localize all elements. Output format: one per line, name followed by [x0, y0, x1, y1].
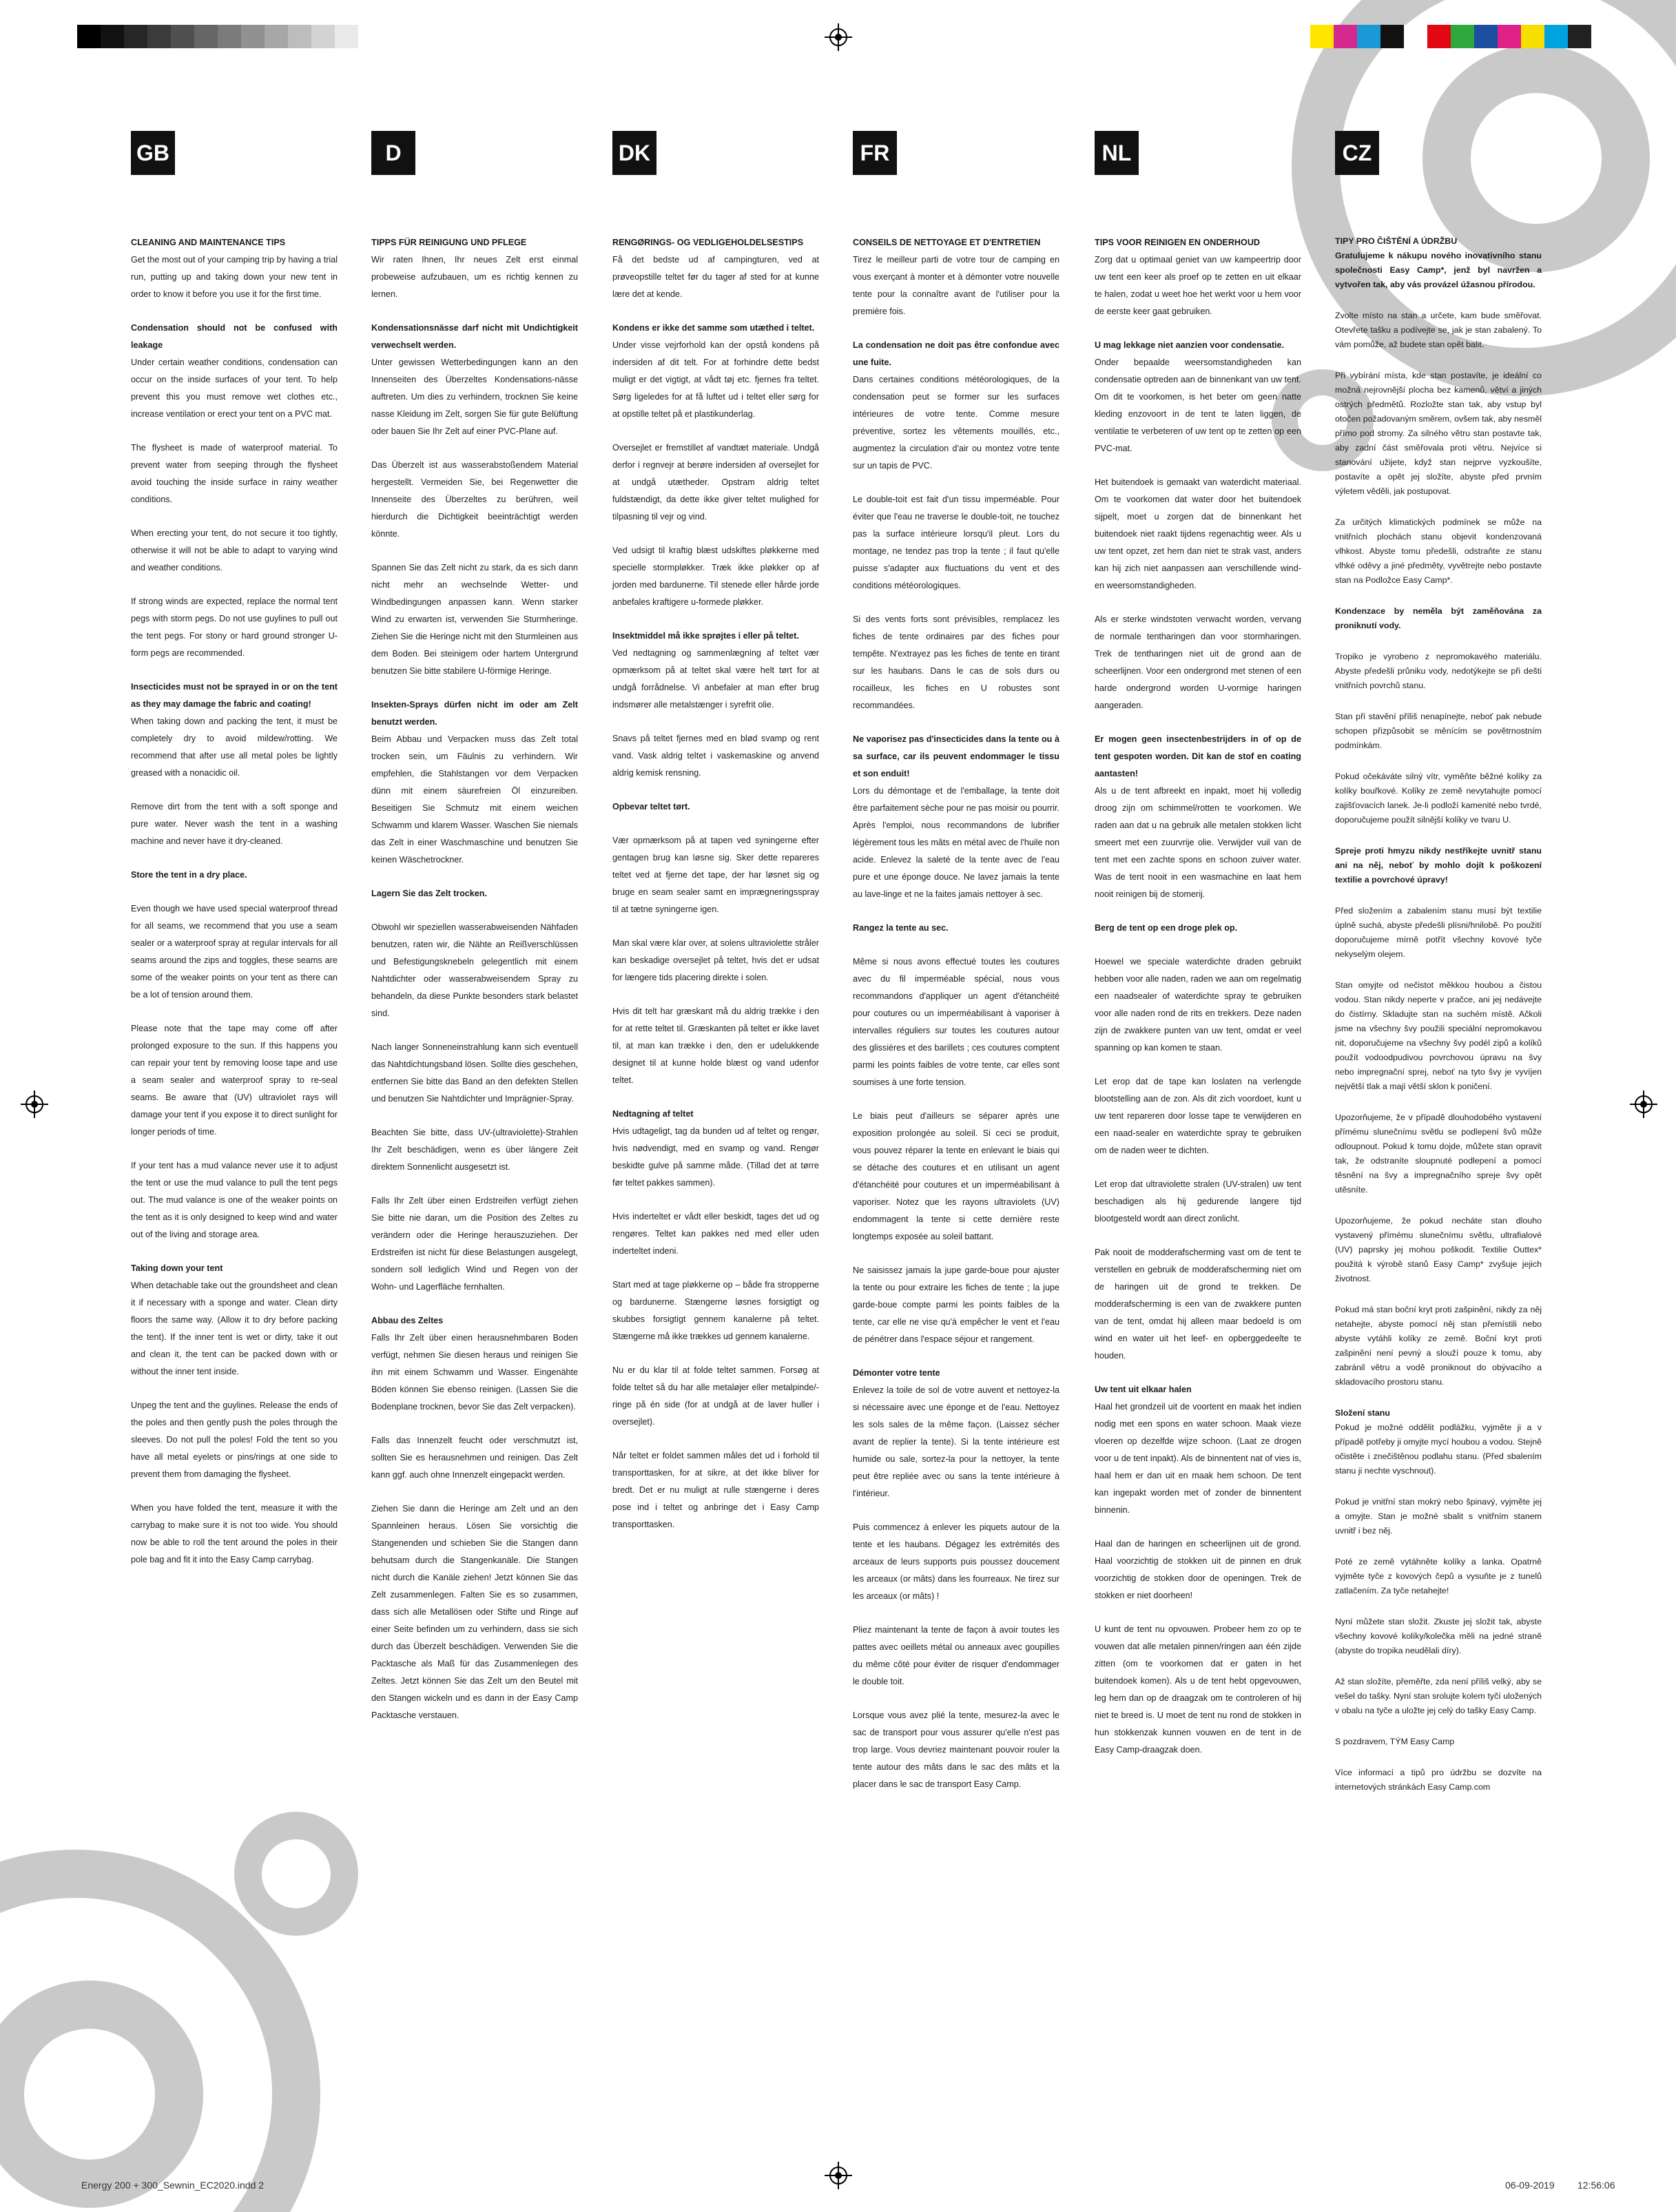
- body-paragraph: Tirez le meilleur parti de votre tour de camping en vous exerçant à monter et à démonter votre nouvelle tente pour la connaître avant de l'utiliser pour la première fois.: [853, 255, 1059, 316]
- registration-mark-bottom: [825, 2162, 852, 2189]
- color-swatch: [1310, 25, 1334, 48]
- column-gb: [131, 131, 338, 1585]
- body-paragraph: Wir raten Ihnen, Ihr neues Zelt erst einmal probeweise aufzubauen, um es richtig kennen zu lernen.: [371, 255, 578, 299]
- section-heading: RENGØRINGS- OG VEDLIGEHOLDELSESTIPS: [612, 238, 804, 247]
- body-paragraph: Obwohl wir speziellen wasserabweisenden Nähfaden benutzen, raten wir, die Nähte an Reißverschlüssen und Befestigungsknebeln gelegentlich mit einem Nahtdichter oder wasserabweisendem Spray zu behandeln, da diese Punkte besonders stark belastet sind.: [371, 922, 578, 1018]
- body-paragraph: Let erop dat de tape kan loslaten na verlengde blootstelling aan de zon. Als dit zich voordoet, kunt u uw tent repareren door losse tape te verwijderen en een naad-sealer en waterdichte spray te gebruiken om de naden weer te dichten.: [1095, 1077, 1301, 1155]
- grey-swatch: [194, 25, 218, 48]
- grey-swatch: [124, 25, 147, 48]
- body-paragraph: Hvis inderteltet er vådt eller beskidt, tages det ud og rengøres. Teltet kan pakkes ned med eller uden inderteltet indeni.: [612, 1212, 819, 1256]
- column-body: [1095, 234, 1301, 1759]
- body-paragraph: Ved nedtagning og sammenlægning af teltet vær opmærksom på at teltet skal være helt tørt for at undgå forrådnelse. Vi anbefaler at man efter brug indsmører alle metalstænger i syrefrit olie.: [612, 648, 819, 710]
- grey-swatch: [288, 25, 311, 48]
- body-paragraph: Get the most out of your camping trip by having a trial run, putting up and taking down your new tent in order to know it before you use it for the first time.: [131, 255, 338, 299]
- grey-swatch: [171, 25, 194, 48]
- body-paragraph: Under visse vejrforhold kan der opstå kondens på indersiden af dit telt. For at forhindre dette bedst muligt er det vigtigt, at vådt tøj etc. fjernes fra teltet. Sørg ligeledes for at få luftet ud i teltet eller sørg for at opstille teltet på et plastikunderlag.: [612, 340, 819, 419]
- body-paragraph: Das Überzelt ist aus wasserabstoßendem Material hergestellt. Vermeiden Sie, bei Regenwetter die Innenseite des Überzeltes zu berühren, weil hierdurch die Dichtigkeit beeinträchtigt werden könnte.: [371, 460, 578, 539]
- body-paragraph: Poté ze země vytáhněte kolíky a lanka. Opatrně vyjměte tyče z kovových čepů a vysuňte je z tunelů zatlačením. Za tyče netahejte!: [1335, 1557, 1542, 1595]
- body-paragraph: Få det bedste ud af campingturen, ved at prøveopstille teltet før du tager af sted for at kunne lære det at kende.: [612, 255, 819, 299]
- body-paragraph: Pak nooit de modderafscherming vast om de tent te verstellen en gebruik de modderafscherming niet om de haringen uit de grond te trekken. De modderafscherming is een van de zwakkere punten van de tent, omdat hij alleen maar bedoeld is om wind en water uit het leef- en opberggedeelte te houden.: [1095, 1248, 1301, 1361]
- body-paragraph: If strong winds are expected, replace the normal tent pegs with storm pegs. Do not use guylines to pull out the tent pegs. For stony or hard ground stronger U-form pegs are recommended.: [131, 597, 338, 658]
- language-badge: FR: [853, 131, 897, 175]
- body-paragraph: If your tent has a mud valance never use it to adjust the tent or use the mud valance to pull the tent pegs out. The mud valance is one of the weaker points on the tent as it is only designed to keep wind and water out of the living and storage area.: [131, 1161, 338, 1239]
- body-paragraph: When you have folded the tent, measure it with the carrybag to make sure it is not too wide. You should now be able to roll the tent around the poles in their pole bag and fit it into the Easy Camp carrybag.: [131, 1503, 338, 1564]
- grey-swatch: [311, 25, 335, 48]
- body-paragraph: U kunt de tent nu opvouwen. Probeer hem zo op te vouwen dat alle metalen pinnen/ringen aan één zijde zitten (om te voorkomen dat er gaten in het buitendoek komen). Als u de tent hebt opgevouwen, leg hem dan op de draagzak om te controleren of hij niet te breed is. U moet de tent nu rond de stokken in hun stokkenzak kunnen vouwen en de tent in de Easy Camp-draagzak doen.: [1095, 1624, 1301, 1755]
- grey-swatch: [101, 25, 124, 48]
- body-paragraph: Ne saisissez jamais la jupe garde-boue pour ajuster la tente ou pour extraire les fiches de tente ; la jupe garde-boue compte parmi les points faibles de la tente, car elle ne vise qu'à empêcher le vent et l'eau de pénétrer dans l'espace séjour et rangement.: [853, 1265, 1059, 1344]
- body-paragraph: Pokud je možné oddělit podlážku, vyjměte ji a v případě potřeby ji omyjte mycí houbou a vodou. Stejně očistěte i znečištěnou podlahu stanu. (Před sbalením stanu ji nechte vyschnout).: [1335, 1423, 1542, 1476]
- body-paragraph: Le double-toit est fait d'un tissu imperméable. Pour éviter que l'eau ne traverse le double-toit, ne touchez pas la surface intérieure lorsqu'il pleut. Lors du montage, ne tendez pas trop la tente ; il faut qu'elle puisse s'adapter aux fluctuations du vent et des conditions météorologiques.: [853, 495, 1059, 590]
- section-heading: TIPY PRO ČIŠTĚNÍ A ÚDRŽBU: [1335, 236, 1458, 246]
- column-cz: [1335, 131, 1542, 1811]
- section-heading: La condensation ne doit pas être confondue avec une fuite.: [853, 340, 1059, 367]
- body-paragraph: Až stan složíte, přeměřte, zda není příliš velký, aby se vešel do tašky. Nyní stan srolujte kolem tyčí uložených v obalu na tyče a uložte jej celý do tašky Easy Camp.: [1335, 1677, 1542, 1715]
- body-paragraph: Beim Abbau und Verpacken muss das Zelt total trocken sein, um Fäulnis zu verhindern. Wir empfehlen, die Stahlstangen vor dem Verpacken dünn mit einem säurefreien Öl einzureiben. Beseitigen Sie Schmutz mit einem weichen Schwamm und klarem Wasser. Waschen Sie niemals das Zelt in einer Waschmaschine und benutzen Sie keinen Wäschetrockner.: [371, 734, 578, 865]
- body-paragraph: Stan při stavění příliš nenapínejte, neboť pak nebude schopen přizpůsobit se měnícím se povětrnostním podmínkám.: [1335, 712, 1542, 750]
- grey-swatch: [218, 25, 241, 48]
- body-paragraph: Beachten Sie bitte, dass UV-(ultraviolette)-Strahlen Ihr Zelt beschädigen, wenn es über längere Zeit direktem Sonnenlicht ausgesetzt ist.: [371, 1128, 578, 1172]
- body-paragraph: Si des vents forts sont prévisibles, remplacez les fiches de tente ordinaires par des fiches pour tempête. N'extrayez pas les fiches de tente en tirant sur les haubans. Dans le cas de sols durs ou rocailleux, les fiches en U robustes sont recommandées.: [853, 614, 1059, 710]
- color-swatch: [1404, 25, 1427, 48]
- body-paragraph: Za určitých klimatických podmínek se může na vnitřních plochách stanu objevit kondenzovaná vlhkost. Abyste tomu předešli, odstraňte ze stanu vlhké oděvy a jiné předměty, vyvětrejte nebo postavte stan na Podložce Easy Camp*.: [1335, 517, 1542, 585]
- body-paragraph: Zvolte místo na stan a určete, kam bude směřovat. Otevřete tašku a podívejte se, jak je stan zabalený. To vám pomůže, až budete stan opět balit.: [1335, 311, 1542, 349]
- section-heading: Condensation should not be confused with leakage: [131, 323, 338, 350]
- body-paragraph: Please note that the tape may come off after prolonged exposure to the sun. If this happens you can repair your tent by removing loose tape and use a seam sealer and waterproof spray to re-seal seams. Be aware that (UV) ultraviolet rays will damage your tent if you expose it to direct sunlight for longer periods of time.: [131, 1024, 338, 1137]
- section-heading: Er mogen geen insectenbestrijders in of op de tent gespoten worden. Dit kan de stof en coating aantasten!: [1095, 734, 1301, 778]
- color-swatch: [1357, 25, 1380, 48]
- section-heading: Kondensationsnässe darf nicht mit Undichtigkeit verwechselt werden.: [371, 323, 578, 350]
- color-swatch: [1474, 25, 1498, 48]
- color-swatch: [1498, 25, 1521, 48]
- section-heading: Berg de tent op een droge plek op.: [1095, 923, 1238, 933]
- section-heading: TIPPS FÜR REINIGUNG UND PFLEGE: [371, 238, 527, 247]
- body-paragraph: Více informací a tipů pro údržbu se dozvíte na internetových stránkách Easy Camp.com: [1335, 1768, 1542, 1792]
- section-heading: U mag lekkage niet aanzien voor condensatie.: [1095, 340, 1285, 350]
- grey-swatch: [77, 25, 101, 48]
- section-heading: Gratulujeme k nákupu nového inovativního stanu společnosti Easy Camp*, jenž byl navržen a vytvořen tak, aby vás provázel úžasnou přírodou.: [1335, 251, 1542, 289]
- section-heading: Insecticides must not be sprayed in or on the tent as they may damage the fabric and coating!: [131, 682, 338, 709]
- color-swatch: [1451, 25, 1474, 48]
- column-dk: [612, 131, 819, 1550]
- grey-swatch: [335, 25, 358, 48]
- body-paragraph: Het buitendoek is gemaakt van waterdicht materiaal. Om te voorkomen dat water door het buitendoek sijpelt, moet u zorgen dat de binnenkant het buitendoek niet raakt tijdens regenachtig weer. Als u uw tent opzet, zet hem dan niet te strak vast, anders kan hij zich niet aanpassen aan verschillende wind- en weersomstandigheden.: [1095, 477, 1301, 590]
- body-paragraph: Even though we have used special waterproof thread for all seams, we recommend that you use a seam sealer or a waterproof spray at regular intervals for all seams around the zips and toggles, these seams are some of the weaker points on your tent as there can be a lot of tension around them.: [131, 904, 338, 1000]
- section-heading: CONSEILS DE NETTOYAGE ET D'ENTRETIEN: [853, 238, 1041, 247]
- grey-calibration-bar: [77, 25, 358, 48]
- body-paragraph: Vær opmærksom på at tapen ved syningerne efter gentagen brug kan løsne sig. Sker dette repareres teltet ved at fjerne det tape, der har løsnet sig og bruge en seam sealer samt en imprægneringsspray til at tætne syningerne igen.: [612, 836, 819, 914]
- body-paragraph: Pokud je vnitřní stan mokrý nebo špinavý, vyjměte jej a omyjte. Stan je možné sbalit s vnitřním stanem uvnitř i bez něj.: [1335, 1497, 1542, 1536]
- body-paragraph: Let erop dat ultraviolette stralen (UV-stralen) uw tent beschadigen als hij gedurende langere tijd blootgesteld wordt aan direct zonlicht.: [1095, 1179, 1301, 1223]
- body-paragraph: Remove dirt from the tent with a soft sponge and pure water. Never wash the tent in a washing machine and never have it dry-cleaned.: [131, 802, 338, 846]
- language-badge: NL: [1095, 131, 1139, 175]
- body-paragraph: Před složením a zabalením stanu musí být textilie úplně suchá, abyste předešli plísni/hnilobě. Po použití doporučujeme mírně potřít všechny kovové tyče nekyselým olejem.: [1335, 906, 1542, 959]
- body-paragraph: Haal het grondzeil uit de voortent en maak het indien nodig met een spons en water schoon. Maak vieze vloeren op dezelfde wijze schoon. (Laat ze drogen voor u de tent inpakt). Als de binnentent nat of vies is, haal hem er dan uit en maak hem schoon. De tent kan ingepakt worden met of zonder de binnentent binnenin.: [1095, 1402, 1301, 1515]
- body-paragraph: Onder bepaalde weersomstandigheden kan condensatie optreden aan de binnenkant van uw tent. Om dit te voorkomen, is het beter om geen natte kleding enzovoort in de tent te laten liggen, de ventilatie te verbeteren of uw tent op te zetten op een PVC-mat.: [1095, 358, 1301, 453]
- column-body: [853, 234, 1059, 1793]
- color-swatch: [1334, 25, 1357, 48]
- section-heading: Rangez la tente au sec.: [853, 923, 949, 933]
- section-heading: Opbevar teltet tørt.: [612, 802, 690, 812]
- column-body: [371, 234, 578, 1724]
- body-paragraph: Under certain weather conditions, condensation can occur on the inside surfaces of your tent. To help prevent this you must remove wet clothes etc., increase ventilation or erect your tent on a PVC mat.: [131, 358, 338, 419]
- body-paragraph: Le biais peut d'ailleurs se séparer après une exposition prolongée au soleil. Si ceci se produit, vous pouvez réparer la tente en enlevant le biais qui se détache des coutures et en utilisant un agent d'étanchéité pour coutures et un imperméabilisant à vaporiser. Notez que les rayons ultraviolets (UV) endommagent la tente si cette dernière reste longtemps exposée au soleil battant.: [853, 1111, 1059, 1241]
- section-heading: Kondens er ikke det samme som utæthed i teltet.: [612, 323, 815, 333]
- body-paragraph: Oversejlet er fremstillet af vandtæt materiale. Undgå derfor i regnvejr at berøre indersiden af oversejlet for at undgå utætheder. Opstram aldrig teltet fuldstændigt, da dette ikke giver teltet mulighed for tilpasning til vejr og vind.: [612, 443, 819, 521]
- section-heading: TIPS VOOR REINIGEN EN ONDERHOUD: [1095, 238, 1261, 247]
- column-body: [131, 234, 338, 1569]
- body-paragraph: Unter gewissen Wetterbedingungen kann an den Innenseiten des Überzeltes Kondensations-nässe auftreten. Um dies zu verhindern, trocknen Sie keine nasse Kleidung im Zelt, sorgen Sie für gute Belüftung oder bauen Sie Ihr Zelt auf einer PVC-Plane auf.: [371, 358, 578, 436]
- body-paragraph: The flysheet is made of waterproof material. To prevent water from seeping through the flysheet avoid touching the inside surface in rainy weather conditions.: [131, 443, 338, 504]
- body-paragraph: Lorsque vous avez plié la tente, mesurez-la avec le sac de transport pour vous assurer qu'elle n'est pas trop large. Vous devriez maintenant pouvoir rouler la tente autour des mâts dans le sac des mâts et la placer dans le sac de transport Easy Camp.: [853, 1710, 1059, 1789]
- grey-swatch: [265, 25, 288, 48]
- body-paragraph: S pozdravem, TÝM Easy Camp: [1335, 1737, 1455, 1746]
- footer-date: 06-09-2019: [1505, 2180, 1555, 2191]
- body-paragraph: Nyní můžete stan složit. Zkuste jej složit tak, abyste všechny kovové kolíky/kolečka měli na jedné straně (abyste do tropika neudělali díry).: [1335, 1617, 1542, 1655]
- body-paragraph: Als u de tent afbreekt en inpakt, moet hij volledig droog zijn om schimmel/rotten te voorkomen. We raden aan dat u na gebruik alle metalen stokken licht smeert met een zuurvrije olie. Verwijder vuil van de tent met een zachte spons en schoon zuiver water. Was de tent nooit in een wasmachine en laat hem nooit reinigen bij de stomerij.: [1095, 786, 1301, 899]
- body-paragraph: Lors du démontage et de l'emballage, la tente doit être parfaitement sèche pour ne pas moisir ou pourrir. Après l'emploi, nous recommandons de lubrifier légèrement tous les mâts en métal avec de l'huile non acide. Enlevez la saleté de la tente avec de l'eau pure et une éponge douce. Ne lavez jamais la tente au lave-linge et ne la faites jamais nettoyer à sec.: [853, 786, 1059, 899]
- body-paragraph: Stan omyjte od nečistot měkkou houbou a čistou vodou. Stan nikdy neperte v pračce, ani jej nedávejte do čistírny. Skladujte stan na suchém místě. Ačkoli jsme na všechny švy použili speciální nepromokavou nit, doporučujeme na všechny švy podél zipů a kolíků použít vodoodpudivou povrchovou úpravu na švy nebo impregnační sprej, neboť na tyto švy je vyvíjen největší tlak a mají větší sklon k poničení.: [1335, 980, 1542, 1091]
- section-heading: Abbau des Zeltes: [371, 1316, 444, 1325]
- body-paragraph: Tropiko je vyrobeno z nepromokavého materiálu. Abyste předešli průniku vody, nedotýkejte se při dešti vnitřních povrchů stanu.: [1335, 652, 1542, 690]
- language-columns: [0, 131, 1676, 2129]
- column-nl: [1095, 131, 1301, 1775]
- color-swatch: [1380, 25, 1404, 48]
- section-heading: Uw tent uit elkaar halen: [1095, 1385, 1192, 1394]
- color-swatch: [1427, 25, 1451, 48]
- column-fr: [853, 131, 1059, 1810]
- color-swatch: [1521, 25, 1544, 48]
- body-paragraph: Upozorňujeme, že pokud necháte stan dlouho vystavený přímému slunečnímu světlu, ultrafialové (UV) paprsky jej mohou poškodit. Textilie Outtex* použitá k výrobě stanů Easy Camp* zvyšuje jejich životnost.: [1335, 1216, 1542, 1283]
- body-paragraph: Spannen Sie das Zelt nicht zu stark, da es sich dann nicht mehr an wechselnde Wetter- und Windbedingungen anpassen kann. Wenn starker Wind zu erwarten ist, verwenden Sie Sturmheringe. Ziehen Sie die Heringe nicht mit den Sturmleinen aus dem Boden. Bei steinigem oder hartem Untergrund benutzen Sie bitte stabilere U-förmige Heringe.: [371, 563, 578, 676]
- section-heading: Kondenzace by neměla být zaměňována za proniknutí vody.: [1335, 606, 1542, 630]
- body-paragraph: Start med at tage pløkkerne op – både fra stropperne og bardunerne. Stængerne løsnes forsigtigt og skubbes forsigtigt gennem kanalerne på teltet. Stængerne må ikke trækkes ud gennem kanalerne.: [612, 1280, 819, 1341]
- body-paragraph: Nu er du klar til at folde teltet sammen. Forsøg at folde teltet så du har alle metaløjer eller metalpinde/-ringe på én side (for at undgå at de laver huller i oversejlet).: [612, 1365, 819, 1427]
- section-heading: Store the tent in a dry place.: [131, 870, 247, 880]
- column-d: [371, 131, 578, 1741]
- body-paragraph: Når teltet er foldet sammen måles det ud i forhold til transporttasken, for at sikre, at det ikke bliver for bredt. Det er nu muligt at rulle stængerne i deres pose ind i teltet og anbringe det i Easy Camp transporttasken.: [612, 1451, 819, 1529]
- body-paragraph: Dans certaines conditions météorologiques, de la condensation peut se former sur les surfaces intérieures de votre tente. Comme mesure préventive, sortez les vêtements mouillés, etc., augmentez la circulation d'air ou montez votre tente sur un tapis de PVC.: [853, 375, 1059, 471]
- section-heading: Spreje proti hmyzu nikdy nestříkejte uvnitř stanu ani na něj, neboť by mohlo dojít k poškození textilie a povrchové úpravy!: [1335, 846, 1542, 885]
- body-paragraph: Pliez maintenant la tente de façon à avoir toutes les pattes avec oeillets métal ou anneaux avec goupilles du même côté pour éviter de risquer d'endommager le double toit.: [853, 1625, 1059, 1686]
- section-heading: Nedtagning af teltet: [612, 1109, 694, 1119]
- footer-time: 12:56:06: [1577, 2180, 1615, 2191]
- body-paragraph: Zorg dat u optimaal geniet van uw kampeertrip door uw tent een keer als proef op te zetten en uit elkaar te halen, zodat u weet hoe het werkt voor u hem voor de eerste keer gaat gebruiken.: [1095, 255, 1301, 316]
- section-heading: CLEANING AND MAINTENANCE TIPS: [131, 238, 286, 247]
- section-heading: Lagern Sie das Zelt trocken.: [371, 889, 487, 898]
- color-swatch: [1568, 25, 1591, 48]
- body-paragraph: Falls das Innenzelt feucht oder verschmutzt ist, sollten Sie es herausnehmen und reinigen. Das Zelt kann ggf. auch ohne Innenzelt eingepackt werden.: [371, 1436, 578, 1480]
- body-paragraph: Falls Ihr Zelt über einen herausnehmbaren Boden verfügt, nehmen Sie diesen heraus und reinigen Sie ihn mit einem Schwamm und Wasser. Eingenähte Böden können Sie ebenso reinigen. (Lassen Sie die Bodenplane trocknen, bevor Sie das Zelt verpacken).: [371, 1333, 578, 1412]
- body-paragraph: Hoewel we speciale waterdichte draden gebruikt hebben voor alle naden, raden we aan om regelmatig een naadsealer of waterdichte spray te gebruiken voor alle naden rond de rits en trekkers. Deze naden zijn de zwakkere punten van uw tent, omdat er veel spanning op kan komen te staan.: [1095, 957, 1301, 1053]
- language-badge: D: [371, 131, 415, 175]
- section-heading: Složení stanu: [1335, 1408, 1390, 1418]
- body-paragraph: Pokud očekáváte silný vítr, vyměňte běžné kolíky za kolíky bouřkové. Kolíky ze země nevytahujte pomocí zajišťovacích lanek. Je-li podloží kamenité nebo tvrdé, doporučujeme použít silnější kolíky ve tvaru U.: [1335, 772, 1542, 825]
- registration-mark-top: [825, 23, 852, 51]
- body-paragraph: Pokud má stan boční kryt proti zašpinění, nikdy za něj netahejte, abyste pomocí něj stan přemístili nebo abyste vytáhli kolíky ze země. Boční kryt proti zašpinění není pevný a slouží pouze k tomu, aby zabránil větru a vodě proniknout do obývacího a skladovacího prostoru stanu.: [1335, 1305, 1542, 1387]
- section-heading: Insekten-Sprays dürfen nicht im oder am Zelt benutzt werden.: [371, 700, 578, 727]
- body-paragraph: Ziehen Sie dann die Heringe am Zelt und an den Spannleinen heraus. Lösen Sie vorsichtig die Stangenenden und schieben Sie die Stangen dann behutsam durch die Stangenkanäle. Die Stangen nicht durch die Kanäle ziehen! Jetzt können Sie das Zelt zusammenlegen. Falten Sie es so zusammen, dass sich alle Metallösen oder Stifte und Ringe auf einer Seite befinden um zu verhindern, dass sie sich durch das Überzelt beschädigen. Verwenden Sie die Packtasche als Maß für das Zusammenlegen des Zeltes. Jetzt können Sie das Zelt um den Beutel mit den Stangen wickeln und es dann in der Easy Camp Packtasche verstauen.: [371, 1504, 578, 1720]
- color-calibration-bar: [1310, 25, 1591, 48]
- language-badge: CZ: [1335, 131, 1379, 175]
- column-body: [612, 234, 819, 1533]
- footer-file-name: Energy 200 + 300_Sewnin_EC2020.indd 2: [81, 2180, 265, 2191]
- body-paragraph: Unpeg the tent and the guylines. Release the ends of the poles and then gently push the poles through the sleeves. Do not pull the poles! Fold the tent so you have all metal eyelets or pins/rings at one side to prevent them from damaging the flysheet.: [131, 1400, 338, 1479]
- color-swatch: [1544, 25, 1568, 48]
- body-paragraph: Hvis udtageligt, tag da bunden ud af teltet og rengør, hvis nødvendigt, med en svamp og vand. Rengør beskidte gulve på samme måde. (Tillad det at tørre før teltet pakkes sammen).: [612, 1126, 819, 1188]
- section-heading: Taking down your tent: [131, 1263, 223, 1273]
- grey-swatch: [147, 25, 171, 48]
- body-paragraph: Même si nous avons effectué toutes les coutures avec du fil imperméable spécial, nous vous recommandons d'appliquer un agent d'étanchéité pour coutures ou un imperméabilisant à vaporiser à intervalles réguliers sur toutes les coutures autour des glissières et des barillets ; ces coutures comptent parmi les points faibles de votre tente, car elles sont soumises à une forte tension.: [853, 957, 1059, 1087]
- body-paragraph: Při vybírání místa, kde stan postavíte, je ideální co možná nejrovnější plocha bez kamenů, větví a jiných ostrých předmětů. Rozložte stan tak, aby vstup byl otočen požadovaným směrem, ovšem tak, aby nesměl přímo pod stromy. Za silného větru stan postavte tak, aby zadní část směřovala proti větru. Nejvíce si stanování užijete, když stan nejprve vyzkoušíte, postavíte a opět jej složíte, abyste před prvním výletem věděli, jak postupovat.: [1335, 371, 1542, 496]
- body-paragraph: Falls Ihr Zelt über einen Erdstreifen verfügt ziehen Sie bitte nie daran, um die Position des Zeltes zu verändern oder die Heringe herauszuziehen. Der Erdstreifen ist nicht für diese Belastungen ausgelegt, sondern soll lediglich Wind und Regen von der Wohn- und Lagerfläche fernhalten.: [371, 1196, 578, 1292]
- section-heading: Démonter votre tente: [853, 1368, 940, 1378]
- body-paragraph: Enlevez la toile de sol de votre auvent et nettoyez-la si nécessaire avec une éponge et de l'eau. Nettoyez les sols sales de la même façon. (Laissez sécher avant de replier la tente). Si la tente intérieure est humide ou sale, sortez-la pour la nettoyer, la tente peut être repliée avec ou sans la tente intérieure à l'intérieur.: [853, 1385, 1059, 1498]
- body-paragraph: When detachable take out the groundsheet and clean it if necessary with a sponge and water. Clean dirty floors the same way. (Allow it to dry before packing the tent). If the inner tent is wet or dirty, take it out and clean it, the tent can be packed down with or without the inner tent inside.: [131, 1281, 338, 1376]
- language-badge: DK: [612, 131, 656, 175]
- body-paragraph: Man skal være klar over, at solens ultraviolette stråler kan beskadige oversejlet på teltet, hvis det er udsat for længere tids placering direkte i solen.: [612, 938, 819, 982]
- body-paragraph: When taking down and packing the tent, it must be completely dry to avoid mildew/rotting. We recommend that after use all metal poles be lightly greased with a nonacidic oil.: [131, 716, 338, 778]
- section-heading: Insektmiddel må ikke sprøjtes i eller på teltet.: [612, 631, 799, 641]
- body-paragraph: Snavs på teltet fjernes med en blød svamp og rent vand. Vask aldrig teltet i vaskemaskine og anvend aldrig kemisk rensning.: [612, 734, 819, 778]
- body-paragraph: Upozorňujeme, že v případě dlouhodobého vystavení přímému slunečnímu světlu se podlepení švů může odloupnout. Pokud k tomu dojde, můžete stan opravit tak, že odstraníte sloupnuté podlepení a pomocí těsnění na švy a impregnačního spreje švy opět utěsníte.: [1335, 1113, 1542, 1195]
- body-paragraph: Puis commencez à enlever les piquets autour de la tente et les haubans. Dégagez les extrémités des arceaux de leurs supports puis poussez doucement les arceaux (or mâts) dans les fourreaux. Ne tirez sur les arceaux (or mâts) !: [853, 1522, 1059, 1601]
- column-body: [1335, 234, 1542, 1795]
- body-paragraph: Haal dan de haringen en scheerlijnen uit de grond. Haal voorzichtig de stokken uit de pinnen en druk voorzichtig de stokken door de openingen. Trek de stokken er niet doorheen!: [1095, 1539, 1301, 1600]
- grey-swatch: [241, 25, 265, 48]
- language-badge: GB: [131, 131, 175, 175]
- section-heading: Ne vaporisez pas d'insecticides dans la tente ou à sa surface, car ils peuvent endommager le tissu et son enduit!: [853, 734, 1059, 778]
- body-paragraph: Nach langer Sonneneinstrahlung kann sich eventuell das Nahtdichtungsband lösen. Sollte dies geschehen, entfernen Sie bitte das Band an den defekten Stellen und benutzen Sie Nahtdichter und Imprägnier-Spray.: [371, 1042, 578, 1104]
- body-paragraph: Ved udsigt til kraftig blæst udskiftes pløkkerne med specielle stormpløkker. Træk ikke pløkker op af jorden med bardunerne. Til stenede eller hårde jorde anbefales kraftigere u-formede pløkker.: [612, 546, 819, 607]
- body-paragraph: Hvis dit telt har græskant må du aldrig trække i den for at rette teltet til. Græskanten på teltet er ikke lavet til, at man kan trække i den, den er udelukkende designet til at kunne holde blæst og vand udenfor teltet.: [612, 1006, 819, 1085]
- body-paragraph: Als er sterke windstoten verwacht worden, vervang de normale tentharingen dan voor stormharingen. Trek de tentharingen niet uit de grond aan de scheerlijnen. Voor een ondergrond met stenen of een harde ondergrond worden U-vormige haringen aangeraden.: [1095, 614, 1301, 710]
- body-paragraph: When erecting your tent, do not secure it too tightly, otherwise it will not be able to adapt to varying wind and weather conditions.: [131, 528, 338, 572]
